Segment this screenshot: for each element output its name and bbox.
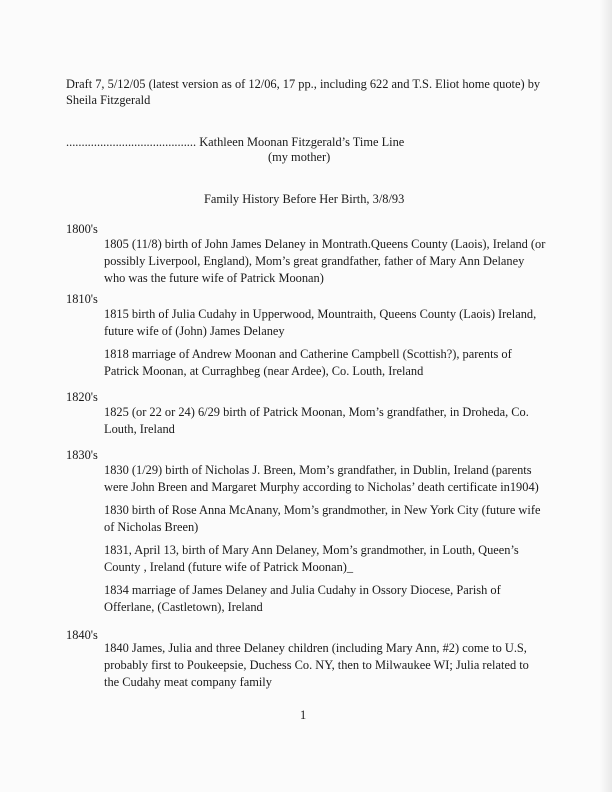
- title-subtitle: (my mother): [268, 150, 331, 164]
- timeline-entry: 1805 (11/8) birth of John James Delaney in Montrath.Queens County (Laois), Ireland (or possibly Liverpool, England), Mom’s great grandfather, father of Mary Ann Delaney who was the future wife of Patrick Moonan): [104, 237, 546, 285]
- timeline-entry: 1815 birth of Julia Cudahy in Upperwood, Mountraith, Queens County (Laois) Ireland, future wife of (John) James Delaney: [104, 307, 537, 338]
- title-dots: ..........................................: [66, 135, 197, 149]
- title-main: Kathleen Moonan Fitzgerald’s Time Line: [196, 135, 405, 149]
- section-heading: Family History Before Her Birth, 3/8/93: [204, 192, 405, 206]
- timeline-entry: 1818 marriage of Andrew Moonan and Catherine Campbell (Scottish?), parents of Patrick Moonan, at Curraghbeg (near Ardee), Co. Louth, Ireland: [104, 347, 512, 378]
- draft-note: Draft 7, 5/12/05 (latest version as of 12/06, 17 pp., including 622 and T.S. Eliot home quote) by Sheila Fitzgerald: [66, 77, 541, 107]
- decade-label-1810s: 1810's: [66, 292, 98, 306]
- decade-label-1830s: 1830's: [66, 448, 98, 462]
- decade-label-1800s: 1800's: [66, 222, 98, 236]
- title-line: [66, 135, 404, 149]
- timeline-entry: 1840 James, Julia and three Delaney children (including Mary Ann, #2) come to U.S, probably first to Poukeepsie, Duchess Co. NY, then to Milwaukee WI; Julia related to the Cudahy meat company family: [104, 641, 529, 689]
- page-number: 1: [300, 708, 307, 722]
- timeline-entry: 1830 birth of Rose Anna McAnany, Mom’s grandmother, in New York City (future wife of Nicholas Breen): [104, 503, 541, 534]
- timeline-title: [66, 134, 546, 150]
- timeline-entry: 1831, April 13, birth of Mary Ann Delaney, Mom’s grandmother, in Louth, Queen’s County , Ireland (future wife of Patrick Moonan)_: [104, 543, 519, 574]
- timeline-entry: 1830 (1/29) birth of Nicholas J. Breen, Mom’s grandfather, in Dublin, Ireland (parents were John Breen and Margaret Murphy according to Nicholas’ death certificate in1904): [104, 463, 539, 494]
- timeline-entry: 1825 (or 22 or 24) 6/29 birth of Patrick Moonan, Mom’s grandfather, in Droheda, Co. Louth, Ireland: [104, 405, 529, 436]
- timeline-entry: 1834 marriage of James Delaney and Julia Cudahy in Ossory Diocese, Parish of Offerlane, (Castletown), Ireland: [104, 583, 501, 614]
- decade-label-1840s: 1840's: [66, 628, 98, 642]
- scan-edge-shadow: [600, 0, 612, 792]
- decade-label-1820s: 1820's: [66, 390, 98, 404]
